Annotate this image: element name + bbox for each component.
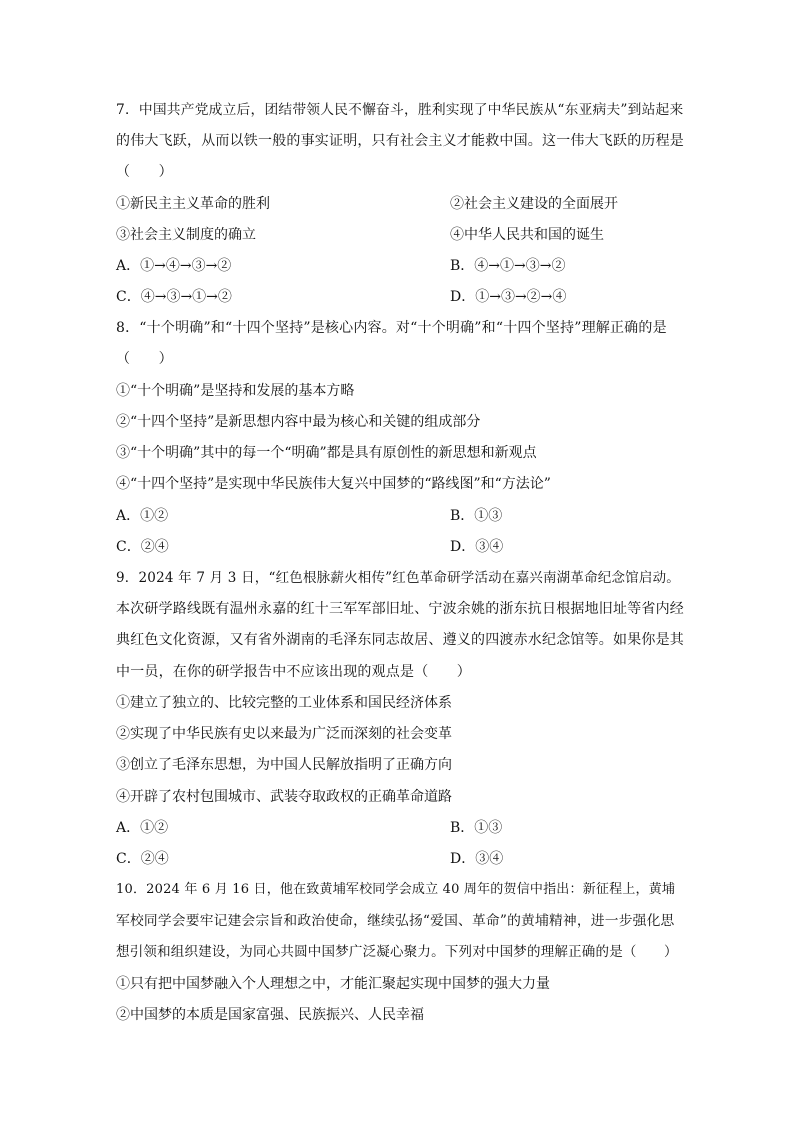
q9-item-3: ③创立了毛泽东思想，为中国人民解放指明了正确方向: [116, 757, 452, 773]
q8-choice-b: B．①③: [450, 508, 503, 524]
q7-choice-c: C．④→③→①→②: [116, 289, 232, 305]
q8-choice-a: A．①②: [116, 508, 169, 524]
q7-choice-a: A．①→④→③→②: [116, 258, 232, 274]
q10-stem-line-1: 10．2024 年 6 月 16 日，他在致黄埔军校同学会成立 40 周年的贺信中指出：新征程上，黄埔: [116, 882, 676, 897]
q9-stem-line-1: 9．2024 年 7 月 3 日，“红色根脉薪火相传”红色革命研学活动在嘉兴南湖革命纪念馆启动。: [116, 570, 680, 586]
q7-item-4: ④中华人民共和国的诞生: [450, 227, 604, 243]
q9-stem-line-3: 典红色文化资源，又有省外湖南的毛泽东同志故居、遵义的四渡赤水纪念馆等。如果你是其: [116, 632, 684, 648]
q8-stem-line-2: （ ）: [116, 351, 173, 367]
q9-choice-a: A．①②: [116, 820, 169, 836]
q9-choice-b: B．①③: [450, 820, 503, 836]
q8-choice-d: D．③④: [450, 539, 504, 555]
q9-item-2: ②实现了中华民族有史以来最为广泛而深刻的社会变革: [116, 726, 452, 742]
q8-item-1: ①“十个明确”是坚持和发展的基本方略: [116, 383, 355, 399]
q7-choice-b: B．④→①→③→②: [450, 258, 566, 274]
q8-stem-line-1: 8．“十个明确”和“十四个坚持”是核心内容。对“十个明确”和“十四个坚持”理解正确的是: [116, 320, 667, 336]
q7-item-3: ③社会主义制度的确立: [116, 227, 256, 243]
q7-stem-line-3: （ ）: [116, 164, 173, 180]
q10-stem-line-2: 军校同学会要牢记建会宗旨和政治使命，继续弘扬“爱国、革命”的黄埔精神，进一步强化思: [116, 913, 675, 929]
q9-choice-c: C．②④: [116, 851, 169, 867]
q7-stem-line-2: 的伟大飞跃，从而以铁一般的事实证明，只有社会主义才能救中国。这一伟大飞跃的历程是: [116, 133, 684, 149]
q8-item-4: ④“十四个坚持”是实现中华民族伟大复兴中国梦的“路线图”和“方法论”: [116, 476, 551, 492]
q8-item-2: ②“十四个坚持”是新思想内容中最为核心和关键的组成部分: [116, 414, 481, 430]
q9-item-1: ①建立了独立的、比较完整的工业体系和国民经济体系: [116, 695, 452, 711]
q10-stem-line-3: 想引领和组织建设，为同心共圆中国梦广泛凝心聚力。下列对中国梦的理解正确的是（ ）: [116, 944, 678, 960]
q7-choice-d: D．①→③→②→④: [450, 289, 567, 305]
q7-item-1: ①新民主主义革命的胜利: [116, 196, 270, 212]
q9-stem-line-4: 中一员，在你的研学报告中不应该出现的观点是（ ）: [116, 664, 471, 680]
q10-item-1: ①只有把中国梦融入个人理想之中，才能汇聚起实现中国梦的强大力量: [116, 976, 550, 992]
q9-stem-line-2: 本次研学路线既有温州永嘉的红十三军军部旧址、宁波余姚的浙东抗日根据地旧址等省内经: [116, 601, 684, 617]
q7-stem-line-1: 7．中国共产党成立后，团结带领人民不懈奋斗，胜利实现了中华民族从“东亚病夫”到站起来: [116, 102, 684, 118]
q8-item-3: ③“十个明确”其中的每一个“明确”都是具有原创性的新思想和新观点: [116, 445, 537, 461]
q9-choice-d: D．③④: [450, 851, 504, 867]
q7-item-2: ②社会主义建设的全面展开: [450, 196, 618, 212]
q10-item-2: ②中国梦的本质是国家富强、民族振兴、人民幸福: [116, 1007, 424, 1023]
q9-item-4: ④开辟了农村包围城市、武装夺取政权的正确革命道路: [116, 789, 452, 805]
q8-choice-c: C．②④: [116, 539, 169, 555]
